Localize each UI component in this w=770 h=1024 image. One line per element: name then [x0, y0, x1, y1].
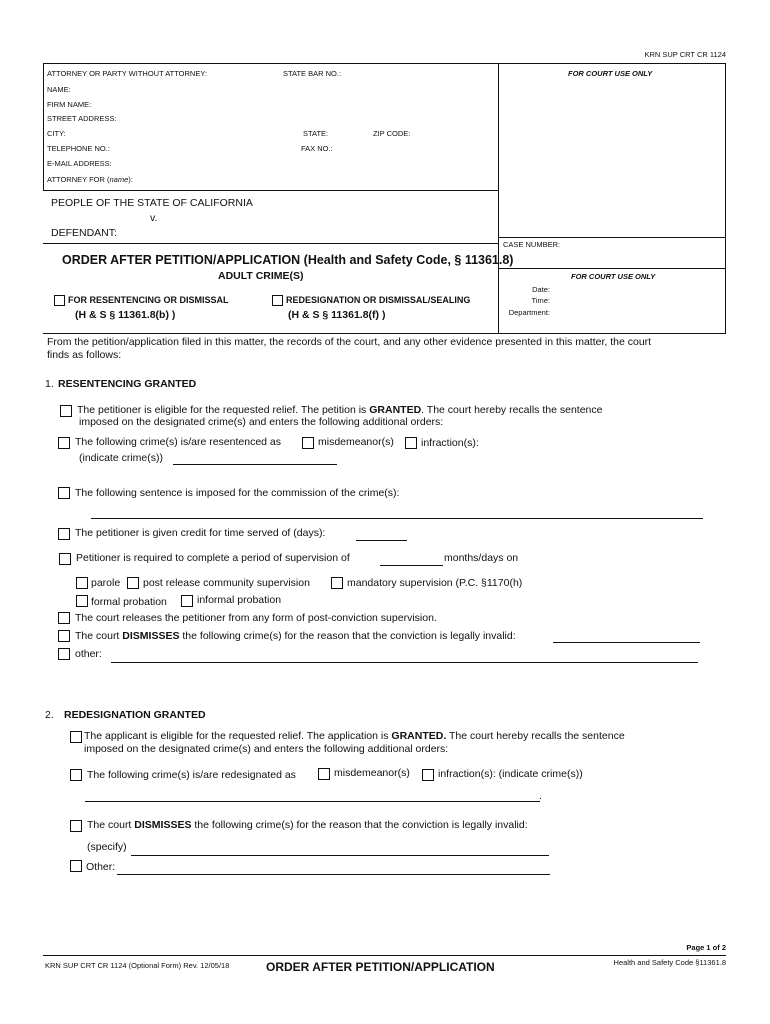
- city-label: CITY:: [47, 129, 66, 138]
- s2-eligible-text-line2: imposed on the designated crime(s) and enters the following additional orders:: [84, 743, 449, 755]
- s1-misdemeanor-checkbox[interactable]: [302, 437, 314, 449]
- s2-other-checkbox[interactable]: [70, 860, 82, 872]
- s1-sentence-line[interactable]: [91, 518, 703, 519]
- header-right-rule: [725, 63, 726, 333]
- section1-heading: RESENTENCING GRANTED: [58, 378, 197, 390]
- s1-dismiss-checkbox[interactable]: [58, 630, 70, 642]
- s1-supervision-text-b: months/days on: [444, 552, 519, 564]
- s1-formal-probation-checkbox[interactable]: [76, 595, 88, 607]
- page-number: Page 1 of 2: [686, 943, 726, 952]
- s1-infraction-label: infraction(s):: [421, 437, 479, 449]
- s1-eligible-text-line2: imposed on the designated crime(s) and enters the following additional orders:: [79, 416, 444, 428]
- defendant-label: DEFENDANT:: [51, 227, 117, 239]
- case-number-label: CASE NUMBER:: [503, 240, 561, 249]
- intro-text-line2: finds as follows:: [47, 349, 122, 361]
- s2-eligible-checkbox[interactable]: [70, 731, 82, 743]
- header-top-rule: [43, 63, 726, 64]
- s1-supervision-line[interactable]: [380, 565, 443, 566]
- fax-label: FAX NO.:: [301, 144, 333, 153]
- order-title: ORDER AFTER PETITION/APPLICATION (Health and Safety Code, § 11361.8): [62, 253, 514, 267]
- redesignation-code-label: (H & S § 11361.8(f) ): [288, 309, 386, 321]
- s2-eligible-text: The applicant is eligible for the requested relief. The application is GRANTED. The court hereby recalls the sentence: [84, 730, 625, 742]
- header-left-rule: [43, 63, 44, 191]
- date-label: Date:: [532, 285, 550, 294]
- intro-text-line1: From the petition/application filed in this matter, the records of the court, and any other evidence presented in this matter, the court: [47, 336, 652, 348]
- s1-prcs-label: post release community supervision: [143, 577, 310, 589]
- s2-dismiss-checkbox[interactable]: [70, 820, 82, 832]
- order-subtitle: ADULT CRIME(S): [218, 270, 304, 282]
- footer-rule: [43, 955, 726, 956]
- attorney-header: ATTORNEY OR PARTY WITHOUT ATTORNEY:: [47, 69, 208, 78]
- s1-parole-checkbox[interactable]: [76, 577, 88, 589]
- court-use-bottom-rule: [498, 237, 725, 238]
- s2-dismiss-text: The court DISMISSES the following crime(s) for the reason that the conviction is legally invalid:: [87, 819, 528, 831]
- s2-other-line[interactable]: [117, 874, 550, 875]
- section1-number: 1.: [45, 378, 54, 390]
- s1-mandatory-checkbox[interactable]: [331, 577, 343, 589]
- s1-resentenced-text: The following crime(s) is/are resentenced as: [75, 436, 282, 448]
- s1-releases-text: The court releases the petitioner from any form of post-conviction supervision.: [75, 612, 437, 624]
- versus-label: v.: [150, 212, 158, 224]
- s2-specify-line[interactable]: [131, 855, 549, 856]
- s2-infraction-label: infraction(s): (indicate crime(s)): [438, 768, 583, 780]
- s1-supervision-checkbox[interactable]: [59, 553, 71, 565]
- s1-eligible-text: The petitioner is eligible for the requested relief. The petition is GRANTED. The court hereby recalls the sentence: [77, 404, 603, 416]
- footer-form-revision: KRN SUP CRT CR 1124 (Optional Form) Rev. 12/05/18: [45, 961, 230, 970]
- attorney-for-label: ATTORNEY FOR (name):: [47, 175, 133, 184]
- s1-misdemeanor-label: misdemeanor(s): [318, 436, 394, 448]
- people-label: PEOPLE OF THE STATE OF CALIFORNIA: [51, 197, 253, 209]
- header-mid-rule: [498, 63, 499, 333]
- caption-bottom-rule: [43, 243, 498, 244]
- s1-credit-text: The petitioner is given credit for time served of (days):: [75, 527, 326, 539]
- s1-informal-probation-checkbox[interactable]: [181, 595, 193, 607]
- s2-crimes-line[interactable]: [85, 801, 540, 802]
- s1-informal-probation-label: informal probation: [197, 594, 282, 606]
- s1-credit-line[interactable]: [356, 540, 407, 541]
- redesignation-checkbox[interactable]: [272, 295, 283, 306]
- zip-label: ZIP CODE:: [373, 129, 411, 138]
- street-label: STREET ADDRESS:: [47, 114, 117, 123]
- s1-indicate-label: (indicate crime(s)): [79, 452, 164, 464]
- s1-supervision-text: Petitioner is required to complete a period of supervision of: [76, 552, 350, 564]
- section2-number: 2.: [45, 709, 54, 721]
- state-bar-label: STATE BAR NO.:: [283, 69, 342, 78]
- s1-releases-checkbox[interactable]: [58, 612, 70, 624]
- s1-other-checkbox[interactable]: [58, 648, 70, 660]
- s1-other-line[interactable]: [111, 662, 698, 663]
- resentencing-option-label: FOR RESENTENCING OR DISMISSAL: [68, 295, 229, 305]
- s2-misdemeanor-label: misdemeanor(s): [334, 767, 410, 779]
- telephone-label: TELEPHONE NO.:: [47, 144, 110, 153]
- s1-infraction-checkbox[interactable]: [405, 437, 417, 449]
- case-number-bottom-rule: [498, 268, 725, 269]
- name-label: NAME:: [47, 85, 71, 94]
- s1-dismiss-text: The court DISMISSES the following crime(s) for the reason that the conviction is legally invalid:: [75, 630, 516, 642]
- s1-indicate-line[interactable]: [173, 464, 337, 465]
- s1-resentenced-checkbox[interactable]: [58, 437, 70, 449]
- s2-redesignated-checkbox[interactable]: [70, 769, 82, 781]
- s1-prcs-checkbox[interactable]: [127, 577, 139, 589]
- s2-specify-label: (specify): [87, 841, 127, 853]
- s2-infraction-checkbox[interactable]: [422, 769, 434, 781]
- state-label: STATE:: [303, 129, 329, 138]
- resentencing-checkbox[interactable]: [54, 295, 65, 306]
- s2-redesignated-text: The following crime(s) is/are redesignated as: [87, 769, 296, 781]
- header-bottom-rule: [43, 333, 726, 334]
- s1-parole-label: parole: [91, 577, 121, 589]
- court-use-label: FOR COURT USE ONLY: [568, 69, 653, 78]
- attorney-bottom-rule: [43, 190, 498, 191]
- resentencing-code-label: (H & S § 11361.8(b) ): [75, 309, 176, 321]
- s1-dismiss-line[interactable]: [553, 642, 700, 643]
- time-label: Time:: [531, 296, 550, 305]
- s1-sentence-text: The following sentence is imposed for the commission of the crime(s):: [75, 487, 400, 499]
- footer-title: ORDER AFTER PETITION/APPLICATION: [266, 960, 495, 974]
- hearing-court-use-label: FOR COURT USE ONLY: [571, 272, 656, 281]
- s1-mandatory-label: mandatory supervision (P.C. §1170(h): [347, 577, 523, 589]
- s1-other-label: other:: [75, 648, 102, 660]
- s1-eligible-checkbox[interactable]: [60, 405, 72, 417]
- s2-crimes-period: .: [539, 790, 542, 802]
- s2-other-label: Other:: [86, 861, 116, 873]
- firm-label: FIRM NAME:: [47, 100, 92, 109]
- footer-code: Health and Safety Code §11361.8: [613, 958, 726, 967]
- department-label: Department:: [508, 308, 550, 317]
- s1-sentence-checkbox[interactable]: [58, 487, 70, 499]
- s1-formal-probation-label: formal probation: [91, 596, 167, 608]
- form-code: KRN SUP CRT CR 1124: [644, 50, 726, 59]
- redesignation-option-label: REDESIGNATION OR DISMISSAL/SEALING: [286, 295, 471, 305]
- section2-heading: REDESIGNATION GRANTED: [64, 709, 206, 721]
- email-label: E-MAIL ADDRESS:: [47, 159, 112, 168]
- s1-credit-checkbox[interactable]: [58, 528, 70, 540]
- s2-misdemeanor-checkbox[interactable]: [318, 768, 330, 780]
